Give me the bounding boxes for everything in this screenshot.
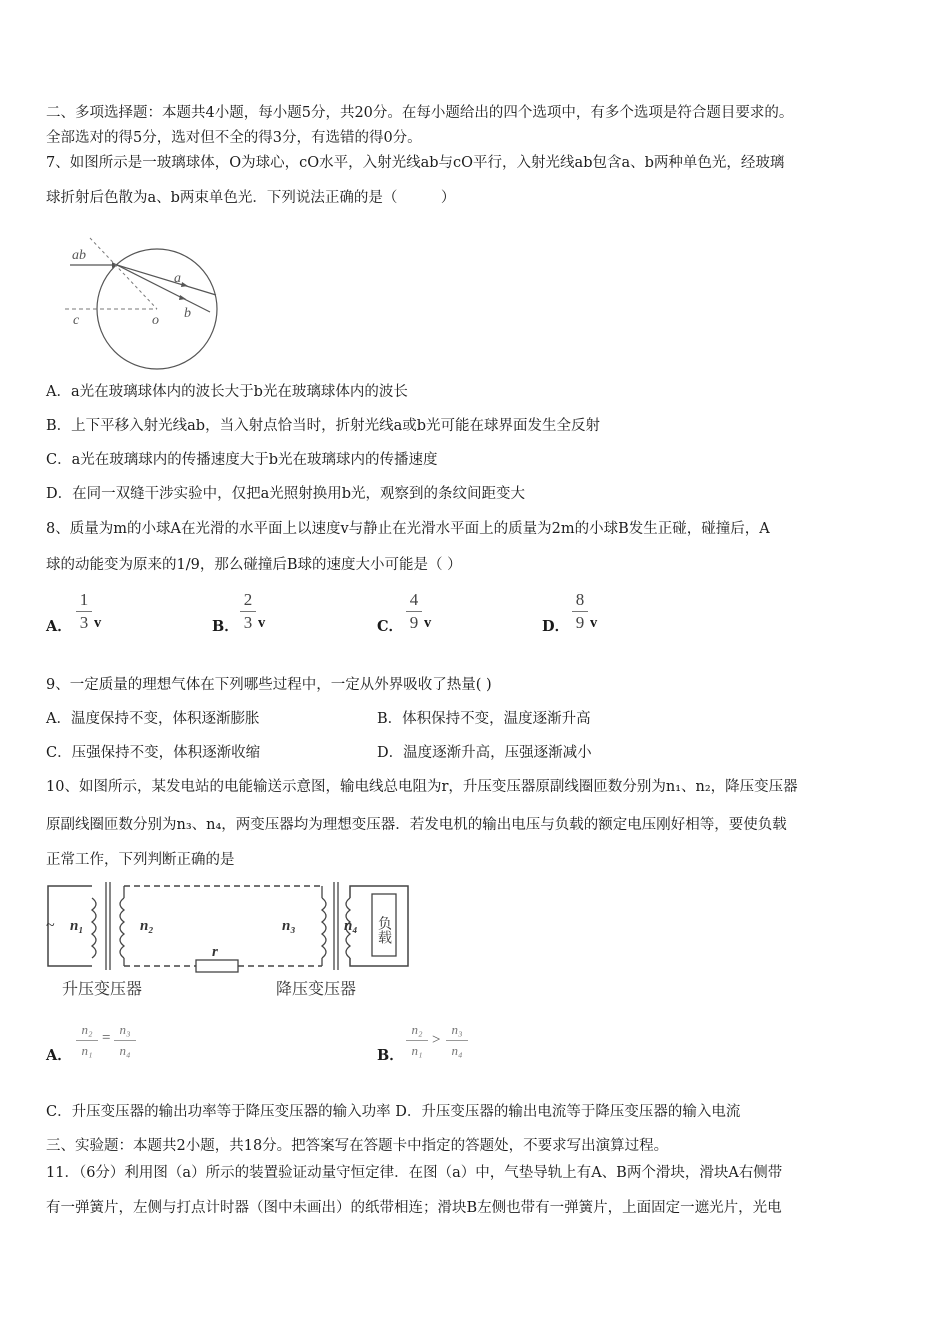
fig-label-b: b <box>184 306 191 321</box>
resistor-r <box>196 960 238 972</box>
q10-stem-line2: 原副线圈匝数分别为n₃、n₄，两变压器均为理想变压器．若发电机的输出电压与负载的额定电压刚好相等，要使负载 <box>46 817 787 833</box>
section2-heading-line1: 二、多项选择题：本题共4小题，每小题5分，共20分。在每小题给出的四个选项中，有多个选项是符合题目要求的。 <box>46 105 794 121</box>
fig-label-ab: ab <box>72 248 86 263</box>
q9-option-a: A．温度保持不变，体积逐渐膨胀 <box>46 711 260 727</box>
q10-stem-line1: 10、如图所示，某发电站的电能输送示意图，输电线总电阻为r，升压变压器原副线圈匝数分别为n₁、n₂，降压变压器 <box>46 779 798 795</box>
fraction-bar <box>240 611 256 612</box>
q8-option-b-num: 2 <box>243 590 253 609</box>
q8-option-c-unit: v <box>424 615 432 631</box>
fraction-bar <box>76 611 92 612</box>
fraction-bar <box>114 1040 136 1041</box>
q9-stem: 9、一定质量的理想气体在下列哪些过程中，一定从外界吸收了热量( ) <box>46 677 492 693</box>
fig-label-n4: n₄ <box>344 918 358 934</box>
q10-option-b-label: B． <box>377 1047 404 1064</box>
n3-coil <box>322 898 326 958</box>
q8-option-c-label: C． <box>377 618 404 635</box>
fig-label-n2: n₂ <box>140 918 154 934</box>
q10-option-b-frac-right <box>446 1022 468 1059</box>
fraction-bar <box>76 1040 98 1041</box>
q8-option-c-num: 4 <box>409 590 419 609</box>
q10-option-a-frac-left <box>76 1022 98 1059</box>
q8-stem-line2: 球的动能变为原来的1/9，那么碰撞后B球的速度大小可能是（ ） <box>46 557 462 573</box>
q7-option-d: D．在同一双缝干涉实验中，仅把a光照射换用b光，观察到的条纹间距变大 <box>46 486 526 502</box>
q10-option-b-frac-left <box>406 1022 428 1059</box>
q8-option-d-unit: v <box>590 615 598 631</box>
q8-option-a-label: A． <box>46 618 72 635</box>
q8-option-b-unit: v <box>258 615 266 631</box>
fig-label-c: c <box>73 313 80 328</box>
frac-n3: n₃ <box>119 1022 131 1037</box>
q7-stem-line1: 7、如图所示是一玻璃球体，O为球心，cO水平，入射光线ab与cO平行，入射光线ab包含a、b两种单色光，经玻璃 <box>46 155 785 171</box>
q8-option-a-num: 1 <box>79 590 89 609</box>
fig-label-step-up: 升压变压器 <box>62 979 143 998</box>
section2-heading-line2: 全部选对的得5分，选对但不全的得3分，有选错的得0分。 <box>46 130 422 146</box>
q11-stem-line1: 11．（6分）利用图（a）所示的装置验证动量守恒定律．在图（a）中，气垫导轨上有A、B两个滑块，滑块A右侧带 <box>46 1165 783 1181</box>
n1-coil <box>92 898 96 958</box>
fig-label-load: 负载 <box>376 916 392 944</box>
frac-n2: n₂ <box>411 1022 423 1037</box>
q10-option-a-frac-right <box>114 1022 136 1059</box>
fig-label-ac: ~ <box>46 917 55 934</box>
fig-label-n3: n₃ <box>282 918 296 934</box>
fig-label-r: r <box>212 944 218 960</box>
fig-label-step-down: 降压变压器 <box>276 979 357 998</box>
q11-stem-line2: 有一弹簧片，左侧与打点计时器（图中未画出）的纸带相连；滑块B左侧也带有一弹簧片，上面固定一遮光片，光电 <box>46 1200 782 1216</box>
fraction-bar <box>446 1040 468 1041</box>
q8-option-c-den: 9 <box>409 613 419 632</box>
fraction-bar <box>406 1040 428 1041</box>
q8-option-a-den: 3 <box>79 613 89 632</box>
q8-option-b-den: 3 <box>243 613 253 632</box>
q10-stem-line3: 正常工作，下列判断正确的是 <box>46 852 235 868</box>
q9-option-c: C．压强保持不变，体积逐渐收缩 <box>46 745 261 761</box>
q8-option-a-unit: v <box>94 615 102 631</box>
q7-glass-sphere-figure <box>60 232 230 372</box>
q8-option-b-fraction <box>240 590 256 633</box>
q8-option-c-fraction <box>406 590 422 633</box>
frac-n4: n₄ <box>119 1043 131 1058</box>
frac-n1: n₁ <box>81 1043 93 1058</box>
q8-option-d-fraction <box>572 590 588 633</box>
q8-stem-line1: 8、质量为m的小球A在光滑的水平面上以速度v与静止在光滑水平面上的质量为2m的小球B发生正碰，碰撞后，A <box>46 521 770 537</box>
frac-n4: n₄ <box>451 1043 463 1058</box>
q10-option-a-equals: = <box>102 1030 111 1046</box>
q7-option-c: C．a光在玻璃球内的传播速度大于b光在玻璃球内的传播速度 <box>46 452 438 468</box>
q8-option-d-num: 8 <box>575 590 585 609</box>
fig-label-o: o <box>152 313 159 328</box>
n2-coil <box>120 898 124 958</box>
q9-option-b: B．体积保持不变，温度逐渐升高 <box>377 711 591 727</box>
frac-n3: n₃ <box>451 1022 463 1037</box>
fraction-bar <box>406 611 422 612</box>
q10-transmission-figure <box>44 878 414 1006</box>
q10-option-b-greater: > <box>432 1032 441 1048</box>
frac-n1: n₁ <box>411 1043 423 1058</box>
q8-option-d-label: D． <box>542 618 570 635</box>
section3-heading: 三、实验题：本题共2小题，共18分。把答案写在答题卡中指定的答题处，不要求写出演算过程。 <box>46 1138 669 1154</box>
fig-label-a: a <box>174 271 181 286</box>
q9-option-d: D．温度逐渐升高，压强逐渐减小 <box>377 745 592 761</box>
q8-option-a-fraction <box>76 590 92 633</box>
q8-option-d-den: 9 <box>575 613 585 632</box>
q10-options-c-d: C．升压变压器的输出功率等于降压变压器的输入功率 D．升压变压器的输出电流等于降压变压器的输入电流 <box>46 1104 741 1120</box>
q10-option-a-label: A． <box>46 1047 72 1064</box>
q7-option-a: A．a光在玻璃球体内的波长大于b光在玻璃球体内的波长 <box>46 384 408 400</box>
fig-label-n1: n₁ <box>70 918 84 934</box>
q7-option-b: B．上下平移入射光线ab，当入射点恰当时，折射光线a或b光可能在球界面发生全反射 <box>46 418 601 434</box>
fraction-bar <box>572 611 588 612</box>
q7-stem-line2: 球折射后色散为a、b两束单色光．下列说法正确的是（ ） <box>46 190 456 206</box>
frac-n2: n₂ <box>81 1022 93 1037</box>
q8-option-b-label: B． <box>212 618 239 635</box>
